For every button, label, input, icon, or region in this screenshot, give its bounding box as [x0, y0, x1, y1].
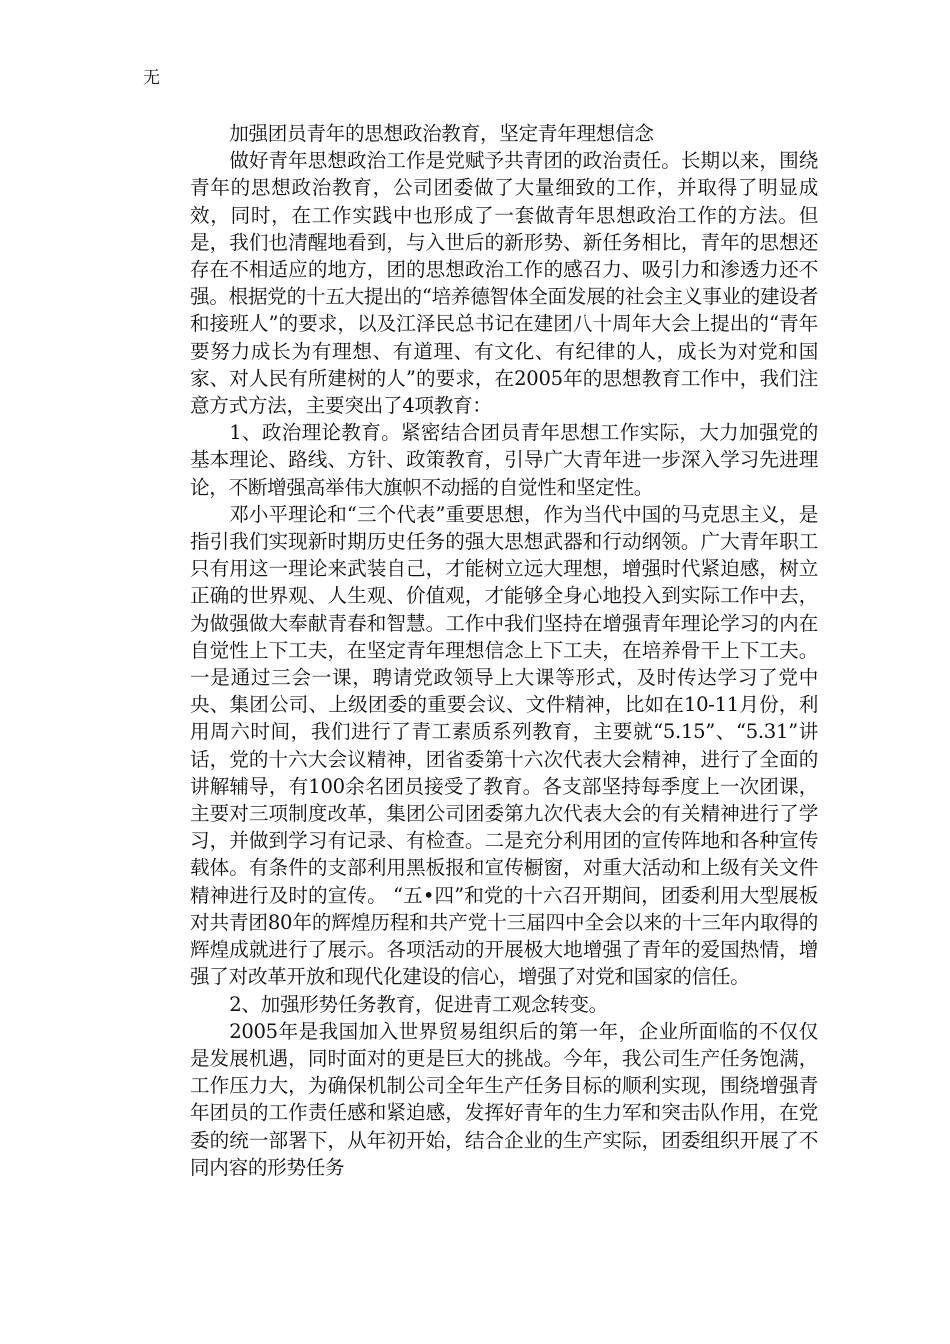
paragraph-intro: 做好青年思想政治工作是党赋予共青团的政治责任。长期以来，围绕青年的思想政治教育，公司团委做了大量细致的工作，并取得了明显成效，同时，在工作实践中也形成了一套做青年思想政治工作的方法。但是，我们也清醒地看到，与入世后的新形势、新任务相比，青年的思想还存在不相适应的地方，团的思想政治工作的感召力、吸引力和渗透力还不强。根据党的十五大提出的“培养德智体全面发展的社会主义事业的建设者和接班人”的要求，以及江泽民总书记在建团八十周年大会上提出的“青年要努力成长为有理想、有道理、有文化、有纪律的人，成长为对党和国家、对人民有所建树的人”的要求，在2005年的思想教育工作中，我们注意方式方法，主要突出了4项教育：: [190, 149, 818, 418]
header-mark: 无: [143, 68, 160, 88]
paragraph-political-theory: 1、政治理论教育。紧密结合团员青年思想工作实际，大力加强党的基本理论、路线、方针、政策教育，引导广大青年进一步深入学习先进理论，不断增强高举伟大旗帜不动摇的自觉性和坚定性。: [190, 421, 818, 499]
paragraph-deng-theory: 邓小平理论和“三个代表”重要思想，作为当代中国的马克思主义，是指引我们实现新时期历史任务的强大思想武器和行动纲领。广大青年职工只有用这一理论来武装自己，才能树立远大理想，增强时代紧迫感，树立正确的世界观、人生观、价值观，才能够全身心地投入到实际工作中去，为做强做大奉献青春和智慧。工作中我们坚持在增强青年理论学习的内在自觉性上下工夫，在坚定青年理想信念上下工夫，在培养骨干上下工夫。一是通过三会一课，聘请党政领导上大课等形式，及时传达学习了党中央、集团公司、上级团委的重要会议、文件精神，比如在10-11月份，利用周六时间，我们进行了青工素质系列教育，主要就“5.15”、“5.31”讲话，党的十六大会议精神，团省委第十六次代表大会精神，进行了全面的讲解辅导，有100余名团员接受了教育。各支部坚持每季度上一次团课，主要对三项制度改革，集团公司团委第九次代表大会的有关精神进行了学习，并做到学习有记录、有检查。二是充分利用团的宣传阵地和各种宣传载体。有条件的支部利用黑板报和宣传橱窗，对重大活动和上级有关文件精神进行及时的宣传。 “五•四”和党的十六召开期间，团委利用大型展板对共青团80年的辉煌历程和共产党十三届四中全会以来的十三年内取得的辉煌成就进行了展示。各项活动的开展极大地增强了青年的爱国热情，增强了对改革开放和现代化建设的信心，增强了对党和国家的信任。: [190, 502, 818, 989]
document-title-line: 加强团员青年的思想政治教育，坚定青年理想信念: [229, 122, 654, 145]
paragraph-2005-wto: 2005年是我国加入世界贸易组织后的第一年，企业所面临的不仅仅是发展机遇，同时面对的更是巨大的挑战。今年，我公司生产任务饱满，工作压力大，为确保机制公司全年生产任务目标的顺利实现，围绕增强青年团员的工作责任感和紧迫感，发挥好青年的生力军和突击队作用，在党委的统一部署下，从年初开始，结合企业的生产实际，团委组织开展了不同内容的形势任务: [190, 1019, 818, 1179]
document-body: [190, 120, 818, 1181]
paragraph-situation-heading: 2、加强形势任务教育，促进青工观念转变。: [229, 992, 608, 1016]
